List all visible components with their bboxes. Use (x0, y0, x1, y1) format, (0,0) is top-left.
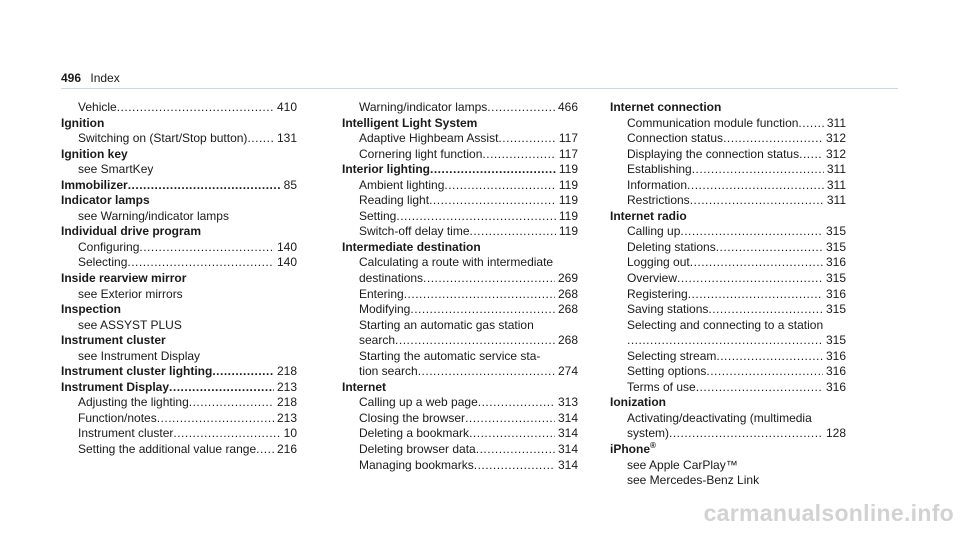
page-ref: 140 (274, 255, 297, 271)
page-ref: 268 (555, 333, 578, 349)
index-entry (61, 287, 297, 303)
index-heading (610, 100, 846, 116)
entry-label: Terms of use (627, 379, 696, 394)
page-ref: 213 (274, 380, 297, 396)
page-ref: 311 (824, 116, 846, 132)
index-heading (61, 364, 297, 380)
page-ref: 131 (274, 131, 297, 147)
page-ref: 314 (555, 458, 578, 474)
index-entry (610, 255, 846, 271)
entry-label: see Warning/indicator lamps (78, 208, 229, 223)
entry-label: Cornering light function (359, 146, 483, 161)
index-entry (342, 100, 578, 116)
entry-label: Instrument Display (61, 379, 170, 394)
index-entry (342, 224, 578, 240)
index-heading (61, 224, 297, 240)
entry-label: Setting options (627, 364, 707, 379)
entry-label: Inspection (61, 302, 122, 317)
index-heading (610, 442, 846, 458)
page-ref: 119 (556, 193, 578, 209)
index-entry (61, 411, 297, 427)
page-ref: 85 (281, 178, 297, 194)
entry-label: Warning/indicator lamps (359, 100, 488, 114)
page-ref: 311 (824, 162, 846, 178)
index-heading (342, 116, 578, 132)
index-entry (61, 395, 297, 411)
index-entry (61, 442, 297, 458)
page-ref: 315 (823, 302, 846, 318)
page-ref: 314 (555, 426, 578, 442)
page-ref: 269 (555, 271, 578, 287)
index-heading (61, 193, 297, 209)
index-heading (61, 147, 297, 163)
index-entry (342, 147, 578, 163)
page-ref: 312 (823, 147, 846, 163)
entry-label: Instrument cluster (78, 426, 174, 441)
index-entry-continued (610, 333, 846, 349)
entry-label: Information (627, 177, 688, 192)
page-ref: 316 (823, 380, 846, 396)
index-entry (342, 255, 578, 271)
entry-label: Reading light (359, 193, 430, 208)
entry-label: Deleting stations (627, 239, 716, 254)
entry-label-continued: system) (627, 426, 669, 441)
watermark: carmanualsonline.info (703, 500, 954, 526)
index-entry (61, 255, 297, 271)
index-entry (610, 178, 846, 194)
entry-label: Adaptive Highbeam Assist (359, 131, 499, 146)
entry-label: Switch-off delay time (359, 224, 470, 239)
page-ref: 268 (555, 287, 578, 303)
page-ref: 119 (556, 178, 578, 194)
index-heading (342, 240, 578, 256)
entry-label: iPhone (610, 442, 651, 457)
entry-label: see Instrument Display (78, 348, 201, 363)
entry-label: Ionization (610, 395, 666, 410)
entry-label: Deleting a bookmark (359, 426, 470, 441)
index-entry (342, 349, 578, 365)
entry-label: Deleting browser data (359, 442, 476, 457)
entry-label: Intelligent Light System (342, 115, 478, 130)
index-entry (61, 162, 297, 178)
entry-label: Ignition (61, 115, 105, 130)
index-heading (61, 271, 297, 287)
page-ref: 316 (823, 364, 846, 380)
page-ref: 316 (823, 349, 846, 365)
page-ref: 216 (274, 442, 297, 458)
entry-label: Saving stations (627, 302, 709, 317)
page-ref: 274 (555, 364, 578, 380)
index-entry (342, 302, 578, 318)
index-entry-continued (342, 333, 578, 349)
page-ref: 119 (556, 209, 578, 225)
page-ref: 315 (823, 240, 846, 256)
entry-label: Internet connection (610, 100, 722, 114)
entry-label: Starting the automatic service sta- (359, 348, 541, 363)
index-entry (342, 318, 578, 334)
index-entry (61, 349, 297, 365)
entry-label: Selecting stream (627, 348, 717, 363)
entry-label: Calling up a web page (359, 395, 478, 410)
entry-label: Entering (359, 286, 404, 301)
index-entry (610, 287, 846, 303)
entry-label-continued: search (359, 333, 396, 348)
index-entry (610, 458, 846, 474)
entry-label: Function/notes (78, 410, 157, 425)
page-ref: 268 (555, 302, 578, 318)
page-ref: 119 (556, 162, 578, 178)
index-entry-continued (610, 426, 846, 442)
index-entry (61, 209, 297, 225)
entry-label: Managing bookmarks (359, 457, 474, 472)
entry-label: Registering (627, 286, 688, 301)
index-heading (342, 380, 578, 396)
index-entry (342, 426, 578, 442)
index-heading (61, 380, 297, 396)
index-entry (61, 318, 297, 334)
index-column-1 (61, 100, 297, 458)
page-ref: 10 (281, 426, 297, 442)
entry-label: Activating/deactivating (multimedia (627, 410, 812, 425)
page-ref: 128 (823, 426, 846, 442)
index-entry (342, 193, 578, 209)
index-entry (342, 442, 578, 458)
entry-label: Displaying the connection status (627, 146, 800, 161)
index-entry (342, 178, 578, 194)
index-entry (342, 458, 578, 474)
page-ref: 316 (823, 287, 846, 303)
entry-label: Establishing (627, 162, 692, 177)
index-entry (342, 287, 578, 303)
index-entry (610, 224, 846, 240)
page-ref: 311 (824, 178, 846, 194)
page-ref: 117 (556, 147, 578, 163)
index-entry (610, 147, 846, 163)
index-entry (342, 395, 578, 411)
page-header (61, 71, 120, 85)
entry-label: see SmartKey (78, 162, 154, 177)
entry-label: Starting an automatic gas station (359, 317, 534, 332)
index-heading (61, 333, 297, 349)
index-heading (610, 209, 846, 225)
entry-label: Inside rearview mirror (61, 271, 187, 286)
index-column-2 (342, 100, 578, 473)
index-entry-continued (342, 364, 578, 380)
entry-label: Ambient lighting (359, 177, 445, 192)
entry-label: Adjusting the lighting (78, 395, 189, 410)
entry-label: Instrument cluster (61, 333, 166, 348)
entry-label: Calculating a route with intermediate (359, 255, 554, 270)
entry-label: Setting the additional value range (78, 442, 257, 457)
entry-label: Immobilizer (61, 177, 128, 192)
index-entry (610, 411, 846, 427)
index-heading (610, 395, 846, 411)
entry-label: see Mercedes-Benz Link (627, 473, 760, 488)
page-number: 496 (61, 71, 82, 85)
index-column-3 (610, 100, 846, 489)
page-ref: 218 (274, 395, 297, 411)
index-entry (61, 100, 297, 116)
index-heading (342, 162, 578, 178)
entry-label: Individual drive program (61, 224, 202, 239)
entry-label: Selecting (78, 255, 128, 270)
page-ref: 140 (274, 240, 297, 256)
index-heading (61, 302, 297, 318)
index-entry (610, 240, 846, 256)
entry-label: Indicator lamps (61, 193, 150, 208)
entry-label: Switching on (Start/Stop button) (78, 131, 248, 146)
page-ref: 316 (823, 255, 846, 271)
index-entry (610, 131, 846, 147)
header-divider (61, 88, 898, 89)
page-ref: 213 (274, 411, 297, 427)
entry-label: Restrictions (627, 193, 690, 208)
page-ref: 119 (556, 224, 578, 240)
entry-label: Communication module function (627, 115, 799, 130)
entry-label-continued: destinations (359, 271, 424, 286)
entry-label: see ASSYST PLUS (78, 317, 182, 332)
index-heading (61, 116, 297, 132)
index-entry (610, 473, 846, 489)
entry-label: Internet (342, 379, 387, 394)
index-entry (610, 271, 846, 287)
index-heading (61, 178, 297, 194)
index-entry (342, 411, 578, 427)
page-ref: 315 (823, 333, 846, 349)
registered-mark: ® (650, 442, 656, 451)
entry-label: Connection status (627, 131, 724, 146)
page-ref: 315 (823, 271, 846, 287)
page-ref: 117 (556, 131, 578, 147)
index-entry (610, 349, 846, 365)
index-entry (61, 240, 297, 256)
index-entry (610, 116, 846, 132)
page-ref: 218 (274, 364, 297, 380)
page-ref: 314 (555, 411, 578, 427)
page-ref: 466 (555, 100, 578, 116)
entry-label: Logging out (627, 255, 690, 270)
page-ref: 410 (274, 100, 297, 116)
entry-label: Instrument cluster lighting (61, 364, 213, 379)
page-ref: 311 (824, 193, 846, 209)
entry-label: Ignition key (61, 146, 128, 161)
index-entry (61, 131, 297, 147)
entry-label: Overview (627, 271, 678, 286)
index-entry (610, 193, 846, 209)
entry-label: Calling up (627, 224, 681, 239)
page-ref: 312 (823, 131, 846, 147)
index-entry (610, 364, 846, 380)
entry-label: Setting (359, 208, 397, 223)
index-entry (610, 380, 846, 396)
section-title: Index (90, 71, 120, 85)
entry-label: see Exterior mirrors (78, 286, 183, 301)
index-entry (610, 162, 846, 178)
index-entry-continued (342, 271, 578, 287)
entry-label: Internet radio (610, 208, 687, 223)
entry-label: Configuring (78, 239, 140, 254)
page-ref: 315 (823, 224, 846, 240)
index-entry (610, 318, 846, 334)
entry-label: Modifying (359, 302, 411, 317)
entry-label: Intermediate destination (342, 239, 481, 254)
index-entry (342, 209, 578, 225)
index-entry (61, 426, 297, 442)
index-entry (342, 131, 578, 147)
entry-label-continued: tion search (359, 364, 418, 379)
index-entry (610, 302, 846, 318)
page-ref: 313 (555, 395, 578, 411)
entry-label: Selecting and connecting to a station (627, 317, 824, 332)
entry-label: Interior lighting (342, 162, 430, 177)
entry-label: see Apple CarPlay™ (627, 457, 738, 472)
entry-label: Vehicle (78, 100, 117, 114)
entry-label: Closing the browser (359, 410, 466, 425)
page-ref: 314 (555, 442, 578, 458)
